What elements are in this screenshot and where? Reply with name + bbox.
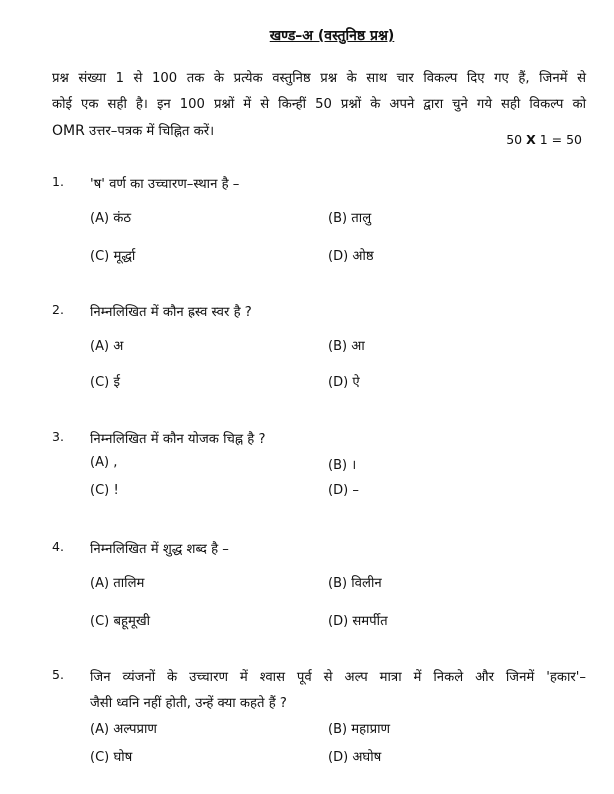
option-a <box>90 573 144 591</box>
option-d <box>328 483 359 498</box>
option-d <box>328 611 388 629</box>
option-text: अल्पप्राण <box>113 722 157 737</box>
question-text: निम्नलिखित में कौन ह्रस्व स्वर है ? <box>90 305 252 320</box>
question-text: 'ष' वर्ण का उच्चारण–स्थान है – <box>90 177 240 192</box>
option-c <box>90 372 120 390</box>
option-text: आ <box>351 339 365 354</box>
marks-formula <box>506 132 582 147</box>
option-text: समर्पीत <box>352 614 388 629</box>
option-label: (B) <box>328 458 348 473</box>
option-d <box>328 747 381 765</box>
option-text: विलीन <box>351 576 382 591</box>
question-text: निम्नलिखित में शुद्ध शब्द है – <box>90 542 229 557</box>
option-text: मूर्द्धा <box>113 249 136 264</box>
option-d <box>328 246 374 264</box>
option-text: बहूमूखी <box>113 614 151 629</box>
option-label: (B) <box>328 722 348 737</box>
marks-result: 1 = 50 <box>539 132 582 147</box>
question-text: निम्नलिखित में कौन योजक चिह्न है ? <box>90 432 266 447</box>
option-text: ई <box>113 375 120 390</box>
question-number: 1. <box>52 174 64 189</box>
question-number: 4. <box>52 539 64 554</box>
option-label: (D) <box>328 483 349 498</box>
option-label: (D) <box>328 375 349 390</box>
option-c <box>90 246 135 264</box>
option-d <box>328 372 360 390</box>
option-label: (D) <box>328 614 349 629</box>
option-text: कंठ <box>113 211 132 226</box>
instructions-line-2: कोई एक सही है। इन 100 प्रश्नों में से किन्हीं 50 प्रश्नों के अपने द्वारा चुने गये सही विकल्प को <box>52 97 586 112</box>
option-label: (A) <box>90 339 110 354</box>
option-a <box>90 336 123 354</box>
option-label: (C) <box>90 375 110 390</box>
question-text-line-1: जिन व्यंजनों के उच्चारण में श्वास पूर्व से अल्प मात्रा में निकले और जिनमें 'हकार'– <box>90 670 586 685</box>
option-label: (C) <box>90 750 110 765</box>
option-label: (A) <box>90 211 110 226</box>
option-label: (A) <box>90 455 110 470</box>
omr-label: OMR <box>52 123 85 139</box>
option-label: (A) <box>90 722 110 737</box>
option-text: अघोष <box>352 750 382 765</box>
option-a <box>90 455 117 470</box>
question-number: 5. <box>52 667 64 682</box>
instructions-line-3-text: उत्तर–पत्रक में चिह्नित करें। <box>84 124 215 139</box>
option-c <box>90 483 119 498</box>
option-a <box>90 208 131 226</box>
question-number: 2. <box>52 302 64 317</box>
option-text: अ <box>113 339 124 354</box>
option-label: (D) <box>328 750 349 765</box>
option-text: तालिम <box>113 576 145 591</box>
option-text: तालु <box>351 211 372 226</box>
section-title: खण्ड–अ (वस्तुनिष्ठ प्रश्न) <box>269 28 395 44</box>
option-label: (C) <box>90 614 110 629</box>
option-b <box>328 719 390 737</box>
option-c <box>90 747 132 765</box>
option-text: महाप्राण <box>351 722 391 737</box>
option-text: घोष <box>113 750 133 765</box>
option-label: (B) <box>328 211 348 226</box>
option-text: ओष्ठ <box>352 249 374 264</box>
option-b <box>328 573 382 591</box>
option-text: ! <box>113 483 119 498</box>
question-text <box>90 665 586 717</box>
question-number: 3. <box>52 429 64 444</box>
option-a <box>90 719 157 737</box>
question-text-line-2: जैसी ध्वनि नहीं होती, उन्हें क्या कहते हैं ? <box>90 696 287 711</box>
option-text: – <box>352 483 359 498</box>
option-text: ऐ <box>352 375 360 390</box>
option-text: । <box>351 458 357 473</box>
option-label: (C) <box>90 483 110 498</box>
option-label: (B) <box>328 576 348 591</box>
instructions-line-1: प्रश्न संख्या 1 से 100 तक के प्रत्येक वस्तुनिष्ठ प्रश्न के साथ चार विकल्प दिए गए हैं, जिनमें से <box>52 71 586 86</box>
option-b <box>328 336 365 354</box>
option-b <box>328 455 356 473</box>
option-label: (A) <box>90 576 110 591</box>
option-text: , <box>113 455 118 470</box>
marks-multiply: X <box>526 132 536 147</box>
marks-count: 50 <box>506 132 523 147</box>
option-b <box>328 208 371 226</box>
option-label: (B) <box>328 339 348 354</box>
option-label: (D) <box>328 249 349 264</box>
option-c <box>90 611 150 629</box>
option-label: (C) <box>90 249 110 264</box>
